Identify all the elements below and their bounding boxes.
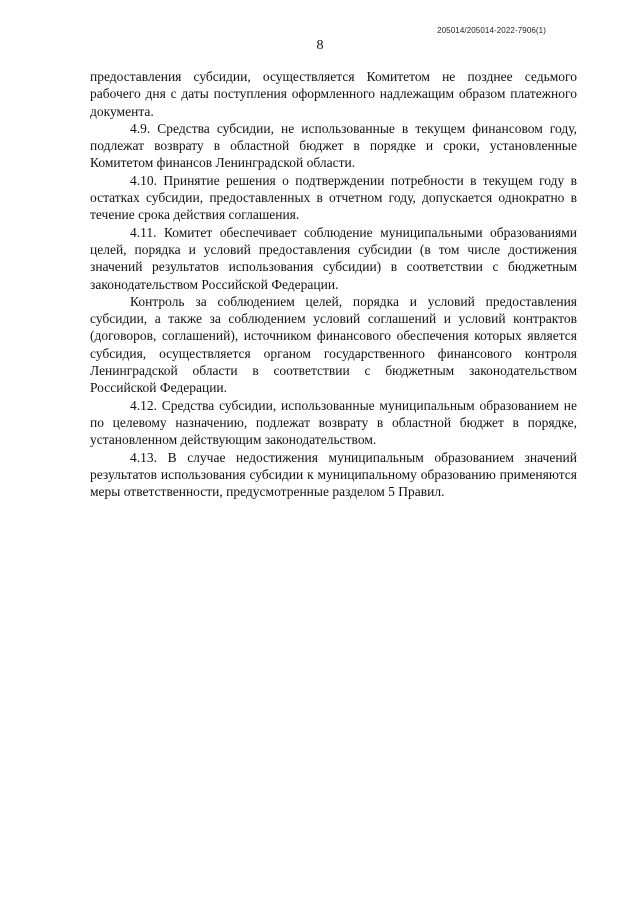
- paragraph-4-13: 4.13. В случае недостижения муниципальным образованием значений результатов использования субсидии к муниципальному образованию применяются меры ответственности, предусмотренные разделом 5 Правил.: [90, 449, 577, 500]
- paragraph-4-9: 4.9. Средства субсидии, не использованные в текущем финансовом году, подлежат возврату в областной бюджет в порядке и сроки, установленные Комитетом финансов Ленинградской области.: [90, 120, 577, 171]
- paragraph-continuation: предоставления субсидии, осуществляется Комитетом не позднее седьмого рабочего дня с даты поступления оформленного надлежащим образом платежного документа.: [90, 69, 577, 119]
- paragraph-4-12: 4.12. Средства субсидии, использованные муниципальным образованием не по целевому назначению, подлежат возврату в областной бюджет в порядке, установленном действующим законодательством.: [90, 397, 577, 448]
- page-number: 8: [316, 38, 324, 53]
- document-id: 205014/205014-2022-7906(1): [437, 26, 546, 35]
- paragraph-4-10: 4.10. Принятие решения о подтверждении потребности в текущем году в остатках субсидии, предоставленных в отчетном году, допускается однократно в течение срока действия соглашения.: [90, 172, 577, 223]
- document-body: [90, 68, 577, 500]
- paragraph-4-11: 4.11. Комитет обеспечивает соблюдение муниципальными образованиями целей, порядка и условий предоставления субсидии (в том числе достижения значений результатов использования субсидии) в соответствии с бюджетным законодательством Российской Федерации.: [90, 224, 577, 292]
- paragraph-control: Контроль за соблюдением целей, порядка и условий предоставления субсидии, а также за соблюдением условий соглашений и условий контрактов (договоров, соглашений), источником финансового обеспечения которых является субсидия, осуществляется органом государственного финансового контроля Ленинградской области в соответствии с бюджетным законодательством Российской Федерации.: [90, 293, 577, 396]
